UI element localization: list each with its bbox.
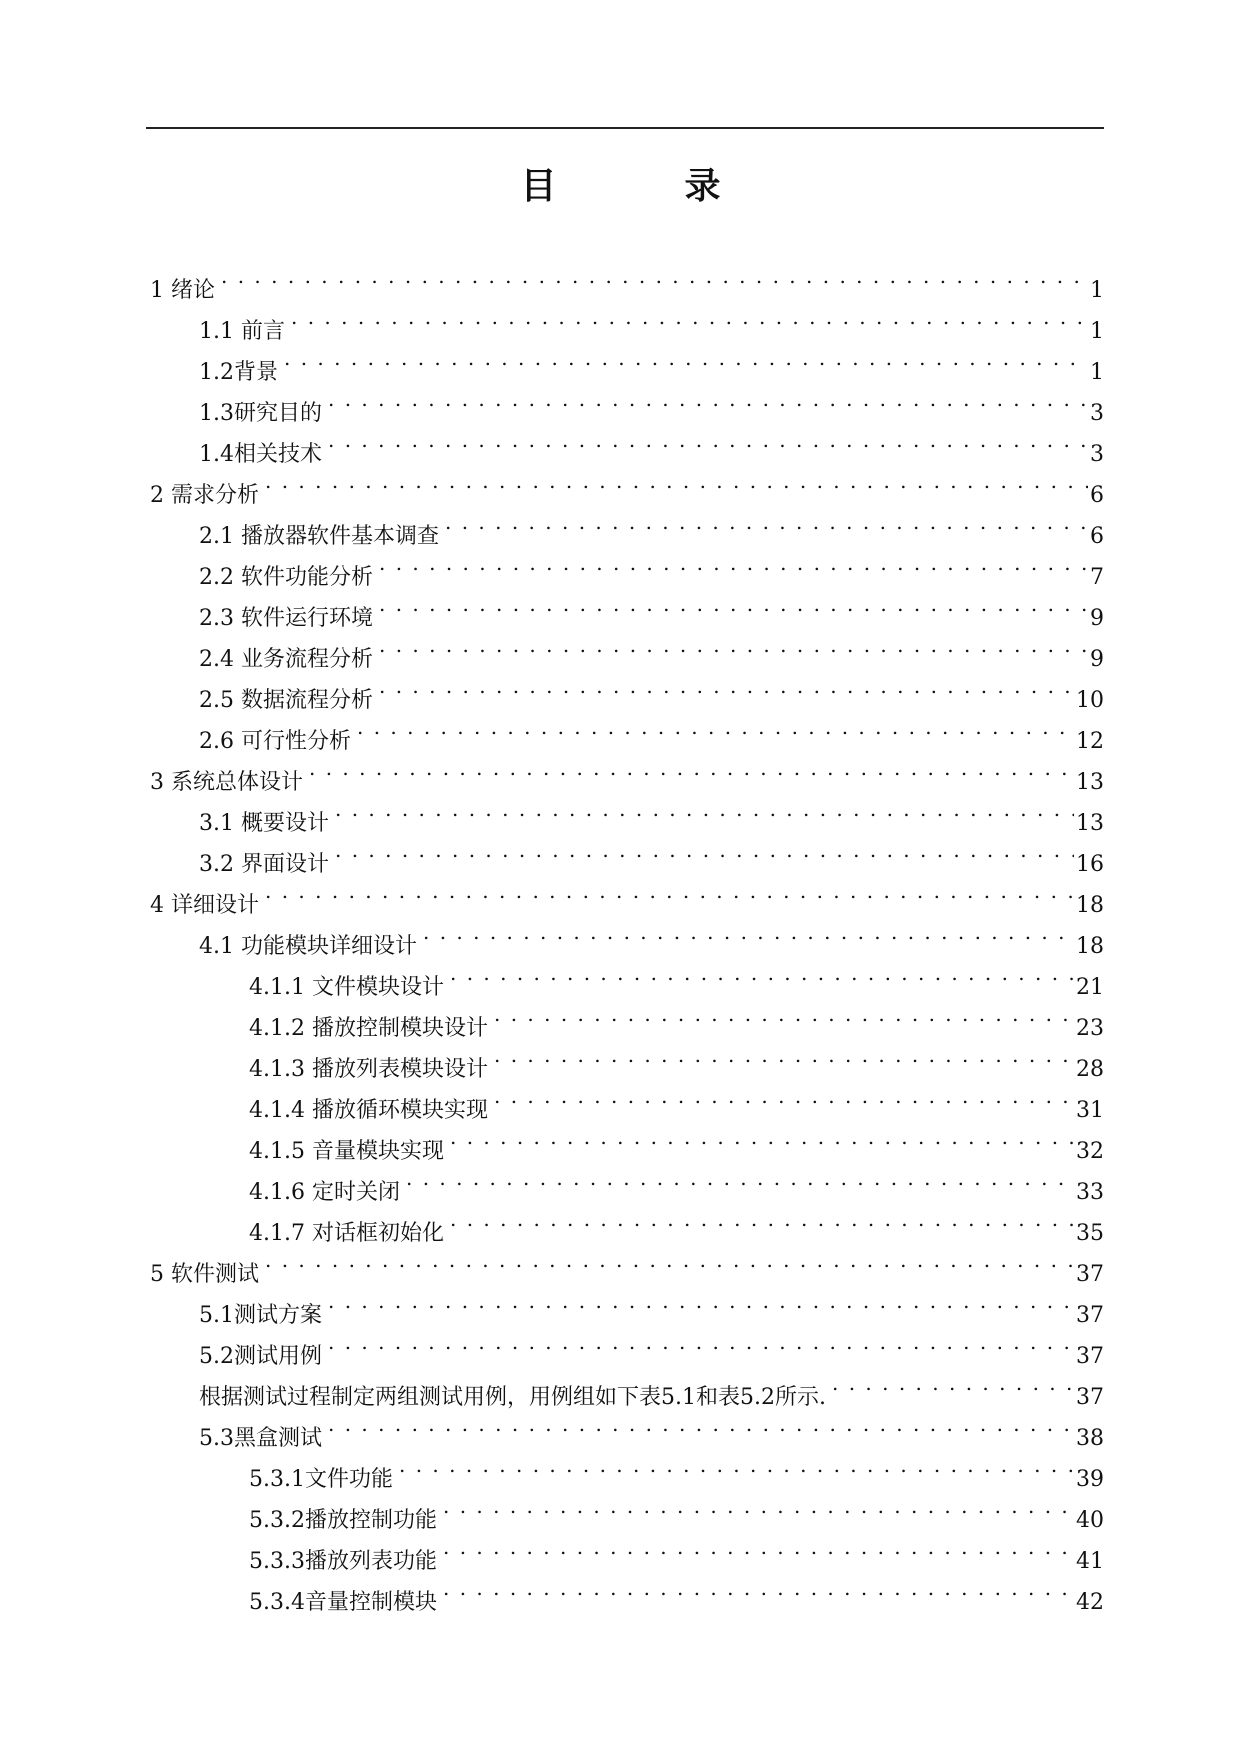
- toc-entry-page-number: 3: [1090, 401, 1104, 426]
- toc-entry-page-number: 7: [1090, 565, 1104, 590]
- toc-entry[interactable]: [146, 338, 1104, 385]
- toc-entry-page-number: 37: [1076, 1344, 1104, 1369]
- toc-entry-page-number: 13: [1076, 770, 1104, 795]
- toc-entry-title: 3.2 界面设计: [199, 852, 329, 877]
- toc-dot-leader: [217, 256, 1088, 297]
- toc-entry[interactable]: [146, 502, 1104, 549]
- toc-dot-leader: [331, 830, 1074, 871]
- toc-entry-title: 2.2 软件功能分析: [199, 565, 373, 590]
- toc-entry-page-number: 1: [1090, 278, 1104, 303]
- toc-entry-page-number: 18: [1076, 893, 1104, 918]
- toc-dot-leader: [439, 1527, 1074, 1568]
- toc-entry-title: 4.1.1 文件模块设计: [249, 975, 444, 1000]
- toc-entry-title: 4.1 功能模块详细设计: [199, 934, 417, 959]
- toc-entry-page-number: 31: [1076, 1098, 1104, 1123]
- toc-dot-leader: [261, 871, 1074, 912]
- toc-entry-page-number: 6: [1090, 524, 1104, 549]
- toc-dot-leader: [305, 748, 1074, 789]
- toc-entry-page-number: 42: [1076, 1590, 1104, 1615]
- toc-dot-leader: [375, 666, 1074, 707]
- toc-entry-title: 2.6 可行性分析: [199, 729, 351, 754]
- toc-dot-leader: [280, 338, 1088, 379]
- toc-entry-title: 3 系统总体设计: [150, 770, 303, 795]
- toc-entry-title: 5.3.4音量控制模块: [249, 1590, 437, 1615]
- toc-entry-page-number: 35: [1076, 1221, 1104, 1246]
- toc-entry-page-number: 23: [1076, 1016, 1104, 1041]
- toc-dot-leader: [446, 1117, 1074, 1158]
- toc-entry-page-number: 18: [1076, 934, 1104, 959]
- header-rule: [146, 127, 1104, 129]
- toc-entry-page-number: 6: [1090, 483, 1104, 508]
- toc-dot-leader: [353, 707, 1074, 748]
- toc-dot-leader: [324, 1322, 1074, 1363]
- toc-entry-page-number: 3: [1090, 442, 1104, 467]
- toc-entry[interactable]: [146, 256, 1104, 303]
- toc-entry-title: 1 绪论: [150, 278, 215, 303]
- toc-entry-page-number: 38: [1076, 1426, 1104, 1451]
- toc-entry[interactable]: [146, 912, 1104, 959]
- toc-dot-leader: [441, 502, 1088, 543]
- toc-dot-leader: [324, 1404, 1074, 1445]
- toc-entry[interactable]: [146, 297, 1104, 344]
- toc-entry-page-number: 13: [1076, 811, 1104, 836]
- toc-entry-title: 4 详细设计: [150, 893, 259, 918]
- toc-entry-page-number: 28: [1076, 1057, 1104, 1082]
- toc-entry-title: 4.1.4 播放循环模块实现: [249, 1098, 488, 1123]
- toc-entry-title: 5.3.3播放列表功能: [249, 1549, 437, 1574]
- toc-entry-page-number: 32: [1076, 1139, 1104, 1164]
- toc-entry-title: 2.1 播放器软件基本调查: [199, 524, 439, 549]
- toc-entry-page-number: 1: [1090, 360, 1104, 385]
- toc-dot-leader: [490, 1076, 1074, 1117]
- toc-entry-title: 5.2测试用例: [199, 1344, 322, 1369]
- toc-entry-page-number: 40: [1076, 1508, 1104, 1533]
- toc-entry-title: 5 软件测试: [150, 1262, 259, 1287]
- toc-entry-title: 5.3.2播放控制功能: [249, 1508, 437, 1533]
- toc-entry[interactable]: [146, 379, 1104, 426]
- toc-entry-page-number: 16: [1076, 852, 1104, 877]
- toc-entry-title: 1.2背景: [199, 360, 278, 385]
- toc-entry-title: 4.1.2 播放控制模块设计: [249, 1016, 488, 1041]
- toc-entry-page-number: 37: [1076, 1303, 1104, 1328]
- toc-entry-title: 2.5 数据流程分析: [199, 688, 373, 713]
- toc-dot-leader: [324, 1281, 1074, 1322]
- toc-entry-title: 4.1.3 播放列表模块设计: [249, 1057, 488, 1082]
- toc-entry-page-number: 9: [1090, 647, 1104, 672]
- toc-dot-leader: [375, 625, 1088, 666]
- toc-entry-title: 4.1.5 音量模块实现: [249, 1139, 444, 1164]
- toc-dot-leader: [261, 1240, 1074, 1281]
- toc-entry-title: 4.1.6 定时关闭: [249, 1180, 400, 1205]
- toc-entry-page-number: 33: [1076, 1180, 1104, 1205]
- toc-entry[interactable]: [146, 461, 1104, 508]
- toc-dot-leader: [375, 584, 1088, 625]
- toc-dot-leader: [261, 461, 1088, 502]
- toc-dot-leader: [446, 1199, 1074, 1240]
- toc-dot-leader: [490, 994, 1074, 1035]
- toc-dot-leader: [395, 1445, 1074, 1486]
- toc-dot-leader: [419, 912, 1074, 953]
- toc-entry-page-number: 39: [1076, 1467, 1104, 1492]
- toc-entry-title: 1.4相关技术: [199, 442, 322, 467]
- table-of-contents: [146, 256, 1104, 1615]
- toc-entry-title: 4.1.7 对话框初始化: [249, 1221, 444, 1246]
- toc-dot-leader: [287, 297, 1088, 338]
- toc-dot-leader: [439, 1568, 1074, 1609]
- toc-entry-title: 根据测试过程制定两组测试用例，用例组如下表5.1和表5.2所示.: [199, 1385, 826, 1410]
- toc-entry-title: 2 需求分析: [150, 483, 259, 508]
- toc-entry-title: 2.4 业务流程分析: [199, 647, 373, 672]
- toc-dot-leader: [439, 1486, 1074, 1527]
- toc-entry-title: 1.3研究目的: [199, 401, 322, 426]
- toc-entry-page-number: 21: [1076, 975, 1104, 1000]
- toc-entry-page-number: 41: [1076, 1549, 1104, 1574]
- toc-entry-title: 2.3 软件运行环境: [199, 606, 373, 631]
- toc-entry-page-number: 37: [1076, 1262, 1104, 1287]
- toc-dot-leader: [490, 1035, 1074, 1076]
- toc-entry[interactable]: [146, 1281, 1104, 1328]
- toc-dot-leader: [375, 543, 1088, 584]
- toc-entry-page-number: 1: [1090, 319, 1104, 344]
- toc-dot-leader: [446, 953, 1074, 994]
- toc-entry-title: 1.1 前言: [199, 319, 285, 344]
- toc-entry-title: 5.1测试方案: [199, 1303, 322, 1328]
- toc-dot-leader: [324, 420, 1088, 461]
- toc-entry[interactable]: [146, 871, 1104, 918]
- toc-entry-title: 5.3.1文件功能: [249, 1467, 393, 1492]
- toc-entry-page-number: 37: [1076, 1385, 1104, 1410]
- toc-entry-page-number: 9: [1090, 606, 1104, 631]
- toc-entry-title: 3.1 概要设计: [199, 811, 329, 836]
- page-title: 目 录: [520, 166, 767, 207]
- toc-entry-page-number: 10: [1076, 688, 1104, 713]
- toc-dot-leader: [828, 1363, 1074, 1404]
- toc-entry-title: 5.3黑盒测试: [199, 1426, 322, 1451]
- toc-dot-leader: [324, 379, 1088, 420]
- toc-entry-page-number: 12: [1076, 729, 1104, 754]
- toc-dot-leader: [331, 789, 1074, 830]
- toc-entry[interactable]: [146, 1240, 1104, 1287]
- toc-dot-leader: [402, 1158, 1074, 1199]
